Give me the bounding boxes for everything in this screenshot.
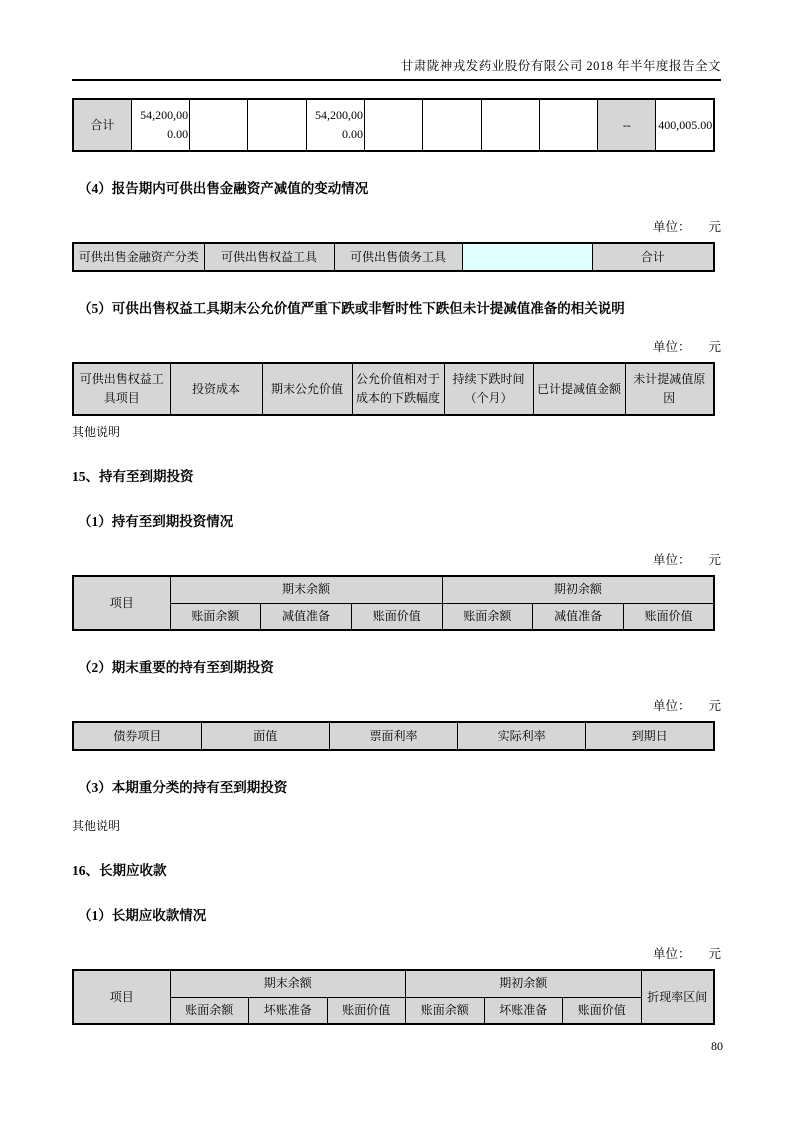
unit-label: 单位： [652,220,691,234]
htm-investment-table [72,575,715,631]
table-row [73,99,714,151]
column-header: 减值准备 [261,603,352,630]
column-header: 账面余额 [442,603,533,630]
column-header: 账面余额 [170,997,249,1024]
section4-heading: （4）报告期内可供出售金融资产减值的变动情况 [78,181,369,196]
page-number: 80 [711,1039,723,1053]
unit-note [72,944,721,962]
section15-sub3-heading: （3）本期重分类的持有至到期投资 [78,780,288,795]
total-cell: 54,200,000.00 [306,99,364,151]
other-note: 其他说明 [72,425,121,439]
table-header-row [73,363,714,415]
afs-equity-decline-table [72,362,715,416]
table-subheader-row [73,997,714,1024]
column-header: 到期日 [586,722,714,750]
section15-sub1-heading: （1）持有至到期投资情况 [78,514,234,529]
section5-heading: （5）可供出售权益工具期末公允价值严重下跌或非暂时性下跌但未计提减值准备的相关说明 [78,301,625,316]
column-header: 项目 [73,970,170,1024]
unit-value: 元 [708,947,721,961]
column-group-header: 期初余额 [406,970,642,997]
column-header: 账面价值 [351,603,442,630]
column-header: 已计提减值金额 [533,363,625,415]
column-header: 坏账准备 [484,997,563,1024]
table-subheader-row [73,603,714,630]
long-term-receivable-table [72,969,715,1025]
unit-label: 单位： [652,340,691,354]
column-header: 持续下跌时间（个月） [444,363,533,415]
table-header-row [73,576,714,603]
column-header: 面值 [201,722,329,750]
column-header: 可供出售债务工具 [334,243,462,271]
unit-note [72,696,721,714]
table-header-row [73,243,714,271]
column-header: 投资成本 [170,363,262,415]
total-cell [364,99,422,151]
column-header: 减值准备 [533,603,624,630]
unit-value: 元 [708,340,721,354]
unit-value: 元 [708,220,721,234]
column-header: 账面价值 [623,603,714,630]
column-group-header: 期初余额 [442,576,714,603]
section16-sub1-heading: （1）长期应收款情况 [78,908,207,923]
unit-note [72,550,721,568]
total-cell [190,99,248,151]
column-header: 实际利率 [458,722,586,750]
column-header: 账面价值 [563,997,642,1024]
highlighted-empty-cell [462,243,592,271]
column-header: 票面利率 [329,722,457,750]
total-cell-na: -- [598,99,656,151]
unit-value: 元 [708,699,721,713]
table-header-row [73,722,714,750]
column-group-header: 期末余额 [170,576,442,603]
column-header: 项目 [73,576,170,630]
column-header: 未计提减值原因 [625,363,714,415]
total-cell: 400,005.00 [656,99,714,151]
column-header: 账面价值 [327,997,406,1024]
column-header: 债券项目 [73,722,201,750]
column-header: 合计 [592,243,714,271]
column-header: 公允价值相对于成本的下跌幅度 [352,363,444,415]
column-header: 折现率区间 [641,970,714,1024]
column-group-header: 期末余额 [170,970,406,997]
summary-total-table [72,98,715,152]
section15-sub2-heading: （2）期末重要的持有至到期投资 [78,660,274,675]
column-header: 可供出售权益工具项目 [73,363,170,415]
table-header-row [73,970,714,997]
report-page [72,56,721,1025]
other-note: 其他说明 [72,819,121,833]
column-header: 坏账准备 [249,997,328,1024]
column-header: 可供出售权益工具 [204,243,334,271]
afs-impairment-change-table [72,242,715,272]
column-header: 可供出售金融资产分类 [73,243,204,271]
total-cell [481,99,539,151]
column-header: 账面余额 [406,997,485,1024]
unit-value: 元 [708,553,721,567]
column-header: 账面余额 [170,603,261,630]
unit-note [72,217,721,235]
htm-important-bond-table [72,721,715,751]
total-cell [423,99,481,151]
report-header-title: 甘肃陇神戎发药业股份有限公司 2018 年半年度报告全文 [72,56,721,81]
total-cell: 54,200,000.00 [131,99,189,151]
total-cell [248,99,306,151]
unit-label: 单位： [652,947,691,961]
unit-label: 单位： [652,699,691,713]
unit-label: 单位： [652,553,691,567]
total-cell [539,99,597,151]
section16-heading: 16、长期应收款 [72,863,167,878]
section15-heading: 15、持有至到期投资 [72,469,194,484]
total-row-label: 合计 [73,99,131,151]
column-header: 期末公允价值 [262,363,352,415]
unit-note [72,337,721,355]
